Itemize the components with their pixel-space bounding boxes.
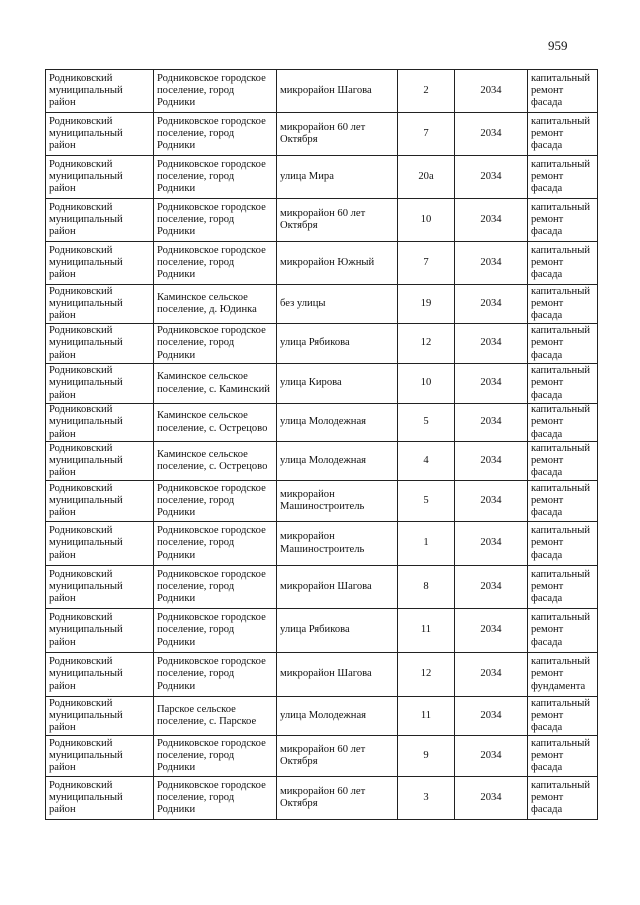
- settlement-cell: Родниковское городское поселение, город Родники: [154, 70, 277, 113]
- street-cell: микрорайон 60 лет Октября: [277, 113, 398, 156]
- street-cell: улица Молодежная: [277, 442, 398, 481]
- house-number-cell: 3: [398, 777, 455, 820]
- district-cell: Родниковский муниципальный район: [46, 364, 154, 404]
- district-cell: Родниковский муниципальный район: [46, 566, 154, 609]
- district-cell: Родниковский муниципальный район: [46, 697, 154, 736]
- table-row: [46, 242, 598, 285]
- year-cell: 2034: [455, 609, 528, 653]
- year-cell: 2034: [455, 113, 528, 156]
- table-row: [46, 70, 598, 113]
- year-cell: 2034: [455, 777, 528, 820]
- year-cell: 2034: [455, 697, 528, 736]
- table-row: [46, 364, 598, 404]
- street-cell: улица Рябикова: [277, 609, 398, 653]
- street-cell: микрорайон Шагова: [277, 566, 398, 609]
- table-row: [46, 522, 598, 566]
- work-type-cell: капитальный ремонт фасада: [528, 777, 598, 820]
- street-cell: улица Молодежная: [277, 404, 398, 442]
- settlement-cell: Родниковское городское поселение, город Родники: [154, 481, 277, 522]
- house-number-cell: 4: [398, 442, 455, 481]
- year-cell: 2034: [455, 285, 528, 324]
- street-cell: улица Молодежная: [277, 697, 398, 736]
- district-cell: Родниковский муниципальный район: [46, 777, 154, 820]
- house-number-cell: 20а: [398, 156, 455, 199]
- district-cell: Родниковский муниципальный район: [46, 70, 154, 113]
- house-number-cell: 11: [398, 609, 455, 653]
- table-row: [46, 156, 598, 199]
- year-cell: 2034: [455, 442, 528, 481]
- district-cell: Родниковский муниципальный район: [46, 609, 154, 653]
- house-number-cell: 1: [398, 522, 455, 566]
- street-cell: микрорайон Машиностроитель: [277, 481, 398, 522]
- table-row: [46, 404, 598, 442]
- street-cell: микрорайон Машиностроитель: [277, 522, 398, 566]
- table-row: [46, 609, 598, 653]
- year-cell: 2034: [455, 156, 528, 199]
- district-cell: Родниковский муниципальный район: [46, 442, 154, 481]
- district-cell: Родниковский муниципальный район: [46, 242, 154, 285]
- house-number-cell: 11: [398, 697, 455, 736]
- table-row: [46, 199, 598, 242]
- settlement-cell: Родниковское городское поселение, город Родники: [154, 324, 277, 364]
- table-row: [46, 442, 598, 481]
- street-cell: улица Рябикова: [277, 324, 398, 364]
- settlement-cell: Родниковское городское поселение, город Родники: [154, 736, 277, 777]
- work-type-cell: капитальный ремонт фундамента: [528, 653, 598, 697]
- district-cell: Родниковский муниципальный район: [46, 481, 154, 522]
- house-number-cell: 5: [398, 481, 455, 522]
- house-number-cell: 8: [398, 566, 455, 609]
- district-cell: Родниковский муниципальный район: [46, 736, 154, 777]
- district-cell: Родниковский муниципальный район: [46, 404, 154, 442]
- work-type-cell: капитальный ремонт фасада: [528, 156, 598, 199]
- table-row: [46, 113, 598, 156]
- year-cell: 2034: [455, 566, 528, 609]
- district-cell: Родниковский муниципальный район: [46, 156, 154, 199]
- street-cell: микрорайон 60 лет Октября: [277, 777, 398, 820]
- work-type-cell: капитальный ремонт фасада: [528, 199, 598, 242]
- street-cell: микрорайон Южный: [277, 242, 398, 285]
- table-row: [46, 285, 598, 324]
- district-cell: Родниковский муниципальный район: [46, 199, 154, 242]
- table-body: [46, 70, 598, 820]
- settlement-cell: Родниковское городское поселение, город Родники: [154, 653, 277, 697]
- settlement-cell: Каминское сельское поселение, д. Юдинка: [154, 285, 277, 324]
- table-row: [46, 481, 598, 522]
- settlement-cell: Родниковское городское поселение, город Родники: [154, 777, 277, 820]
- house-number-cell: 10: [398, 364, 455, 404]
- year-cell: 2034: [455, 404, 528, 442]
- settlement-cell: Родниковское городское поселение, город Родники: [154, 609, 277, 653]
- street-cell: улица Мира: [277, 156, 398, 199]
- work-type-cell: капитальный ремонт фасада: [528, 285, 598, 324]
- district-cell: Родниковский муниципальный район: [46, 522, 154, 566]
- year-cell: 2034: [455, 653, 528, 697]
- district-cell: Родниковский муниципальный район: [46, 113, 154, 156]
- settlement-cell: Родниковское городское поселение, город Родники: [154, 242, 277, 285]
- street-cell: микрорайон 60 лет Октября: [277, 736, 398, 777]
- house-number-cell: 12: [398, 653, 455, 697]
- year-cell: 2034: [455, 199, 528, 242]
- table-row: [46, 566, 598, 609]
- table-row: [46, 777, 598, 820]
- district-cell: Родниковский муниципальный район: [46, 285, 154, 324]
- year-cell: 2034: [455, 522, 528, 566]
- street-cell: микрорайон Шагова: [277, 653, 398, 697]
- house-number-cell: 9: [398, 736, 455, 777]
- work-type-cell: капитальный ремонт фасада: [528, 609, 598, 653]
- housing-repair-table: [45, 69, 598, 820]
- year-cell: 2034: [455, 736, 528, 777]
- house-number-cell: 7: [398, 242, 455, 285]
- settlement-cell: Родниковское городское поселение, город Родники: [154, 566, 277, 609]
- year-cell: 2034: [455, 481, 528, 522]
- table-row: [46, 324, 598, 364]
- settlement-cell: Родниковское городское поселение, город Родники: [154, 113, 277, 156]
- settlement-cell: Родниковское городское поселение, город Родники: [154, 156, 277, 199]
- settlement-cell: Родниковское городское поселение, город Родники: [154, 522, 277, 566]
- table-row: [46, 697, 598, 736]
- year-cell: 2034: [455, 70, 528, 113]
- street-cell: улица Кирова: [277, 364, 398, 404]
- settlement-cell: Каминское сельское поселение, с. Каминский: [154, 364, 277, 404]
- settlement-cell: Родниковское городское поселение, город Родники: [154, 199, 277, 242]
- work-type-cell: капитальный ремонт фасада: [528, 70, 598, 113]
- year-cell: 2034: [455, 242, 528, 285]
- house-number-cell: 12: [398, 324, 455, 364]
- work-type-cell: капитальный ремонт фасада: [528, 736, 598, 777]
- table-row: [46, 653, 598, 697]
- house-number-cell: 10: [398, 199, 455, 242]
- work-type-cell: капитальный ремонт фасада: [528, 242, 598, 285]
- house-number-cell: 19: [398, 285, 455, 324]
- house-number-cell: 5: [398, 404, 455, 442]
- page-number: 959: [548, 38, 568, 53]
- work-type-cell: капитальный ремонт фасада: [528, 113, 598, 156]
- work-type-cell: капитальный ремонт фасада: [528, 481, 598, 522]
- year-cell: 2034: [455, 364, 528, 404]
- street-cell: без улицы: [277, 285, 398, 324]
- work-type-cell: капитальный ремонт фасада: [528, 442, 598, 481]
- work-type-cell: капитальный ремонт фасада: [528, 404, 598, 442]
- table-row: [46, 736, 598, 777]
- street-cell: микрорайон 60 лет Октября: [277, 199, 398, 242]
- work-type-cell: капитальный ремонт фасада: [528, 324, 598, 364]
- year-cell: 2034: [455, 324, 528, 364]
- house-number-cell: 2: [398, 70, 455, 113]
- settlement-cell: Каминское сельское поселение, с. Острецово: [154, 442, 277, 481]
- district-cell: Родниковский муниципальный район: [46, 324, 154, 364]
- district-cell: Родниковский муниципальный район: [46, 653, 154, 697]
- settlement-cell: Каминское сельское поселение, с. Острецово: [154, 404, 277, 442]
- house-number-cell: 7: [398, 113, 455, 156]
- work-type-cell: капитальный ремонт фасада: [528, 697, 598, 736]
- work-type-cell: капитальный ремонт фасада: [528, 566, 598, 609]
- settlement-cell: Парское сельское поселение, с. Парское: [154, 697, 277, 736]
- street-cell: микрорайон Шагова: [277, 70, 398, 113]
- work-type-cell: капитальный ремонт фасада: [528, 522, 598, 566]
- work-type-cell: капитальный ремонт фасада: [528, 364, 598, 404]
